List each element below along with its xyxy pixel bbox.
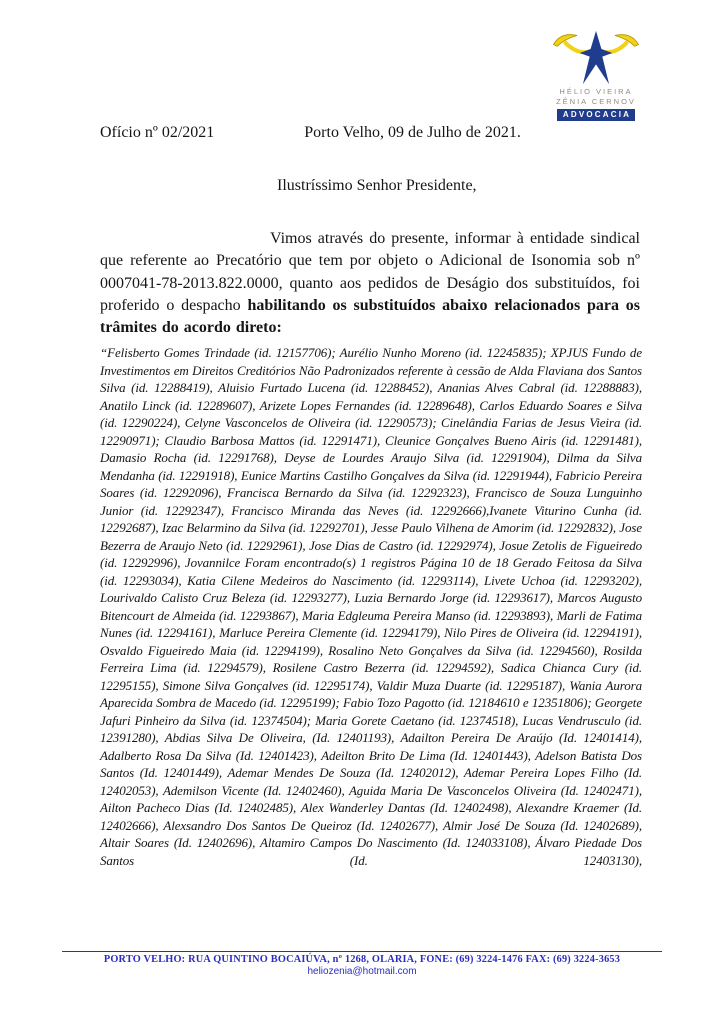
substitutes-list-paragraph: “Felisberto Gomes Trindade (id. 12157706); Aurélio Nunho Moreno (id. 12245835); XPJUS Fundo de Investimentos em Direitos Creditórios Não Padronizados referente à cessão de Alda Flaviana dos Santos Silva (id. 12288419), Aluisio Furtado Lucena (id. 12288452), Ananias Alves Cabral (id. 12288883), Anatilo Linck (id. 12289607), Arizete Lopes Fernandes (id. 12289648), Carlos Eduardo Soares e Silva (id. 12290224), Celyne Vasconcelos de Oliveira (id. 12290573); Cinelândia Farias de Jesus Vieira (id. 12290971); Claudio Barbosa Mattos (id. 12291471), Cleunice Gonçalves Bueno Airis (id. 12291481), Damasio Rocha (id. 12291768), Deyse de Lourdes Araujo Silva (id. 12291904), Dilma da Silva Mendanha (id. 12291918), Eunice Martins Castilho Gonçalves da Silva (id. 12291944), Fabricio Pereira Soares (id. 12292096), Francisca Bernardo da Silva (id. 12292323), Francisco de Souza Lunguinho Junior (id. 12292347), Francisco Miranda das Neves (id. 12292666),Ivanete Viturino Cunha (id. 12292687), Izac Belarmino da Silva (id. 12292701), Jesse Paulo Vilhena de Amorim (id. 12292832), Jose Bezerra de Araujo Neto (id. 12292961), Jose Dias de Castro (id. 12292974), Josue Zetolis de Figueiredo (id. 12292996), Jovannilce Foram encontrado(s) 1 registros Página 10 de 18 Gerado Feitosa da Silva (id. 12293034), Katia Cilene Medeiros do Nascimento (id. 12293114), Livete Uchoa (id. 12293202), Lourivaldo Calisto Cruz Beleza (id. 12293277), Luzia Bernardo Jorge (id. 12293617), Marcos Augusto Bitencourt de Almeida (id. 12293867), Maria Edgleuma Pereira Manso (id. 12293893), Marli de Fatima Nunes (id. 12294161), Marluce Pereira Clemente (id. 12294179), Nilo Pires de Oliveira (id. 12294191), Osvaldo Figueiredo Maia (id. 12294199), Rosalino Neto Gonçalves da Silva (id. 12294560), Rosilda Ferreira Lima (id. 12294579), Rosilene Castro Bezerra (id. 12294592), Sadica Chianca Cury (id. 12295155), Simone Silva Gonçalves (id. 12295174), Valdir Muza Duarte (id. 12295187), Wania Aurora Aparecida Sombra de Macedo (id. 12295199); Fabio Tozo Pagotto (id. 12184610 e 12351806); Georgete Jafuri Pinheiro da Silva (id. 12374504); Maria Gorete Caetano (id. 12374518), Lucas Vendrusculo (id. 12391280), Abdias Silva De Oliveira, (Id. 12401193), Adailton Pereira De Araújo (Id. 12401414), Adalberto Rosa Da Silva (Id. 12401423), Adeilton Brito De Lima (Id. 12401443), Adelson Batista Dos Santos (Id. 12401449), Ademar Mendes De Souza (Id. 12402012), Ademar Pereira Lopes Filho (Id. 12402053), Ademilson Vicente (Id. 12402460), Aguida Maria De Vasconcelos Oliveira (Id. 12402471), Ailton Pacheco Dias (Id. 12402485), Alex Wanderley Dantas (Id. 12402498), Alexandre Kraemer (Id. 12402666), Alexsandro Dos Santos De Queiroz (Id. 12402677), Almir José De Souza (Id. 12402689), Altair Soares (Id. 12402696), Altamiro Campos Do Nascimento (Id. 124033108), Álvaro Piedade Dos Santos (Id. 12403130), <box>100 345 642 868</box>
intro-paragraph <box>100 228 640 339</box>
letter-header-row <box>100 124 521 142</box>
logo-advocacia-badge: ADVOCACIA <box>557 109 635 121</box>
letter-footer <box>0 951 724 977</box>
place-date: Porto Velho, 09 de Julho de 2021. <box>304 124 521 141</box>
scales-star-logo-icon <box>538 30 654 86</box>
footer-email-link[interactable]: heliozenia@hotmail.com <box>307 966 417 977</box>
logo-firm-name-line1: HÉLIO VIEIRA <box>559 87 633 96</box>
footer-address: PORTO VELHO: RUA QUINTINO BOCAIÚVA, nº 1268, OLARIA, FONE: (69) 3224-1476 FAX: (69) 3224-3653 <box>103 954 621 965</box>
logo-firm-name-line2: ZÊNIA CERNOV <box>556 96 636 106</box>
salutation: Ilustríssimo Senhor Presidente, <box>277 177 477 194</box>
law-firm-logo <box>538 30 654 121</box>
office-number: Ofício nº 02/2021 <box>100 124 215 141</box>
intro-paragraph-regular: Vimos através do presente, informar à entidade sindical que referente ao Precatório que tem por objeto o Adicional de Isonomia sob nº 0007041-78-2013.822.0000, quanto aos pedidos de Deságio dos substituídos, foi proferido o despacho <box>100 230 640 314</box>
footer-divider <box>62 951 662 952</box>
intro-paragraph-bold: habilitando os substituídos abaixo relacionados para os trâmites do acordo direto: <box>100 296 640 337</box>
